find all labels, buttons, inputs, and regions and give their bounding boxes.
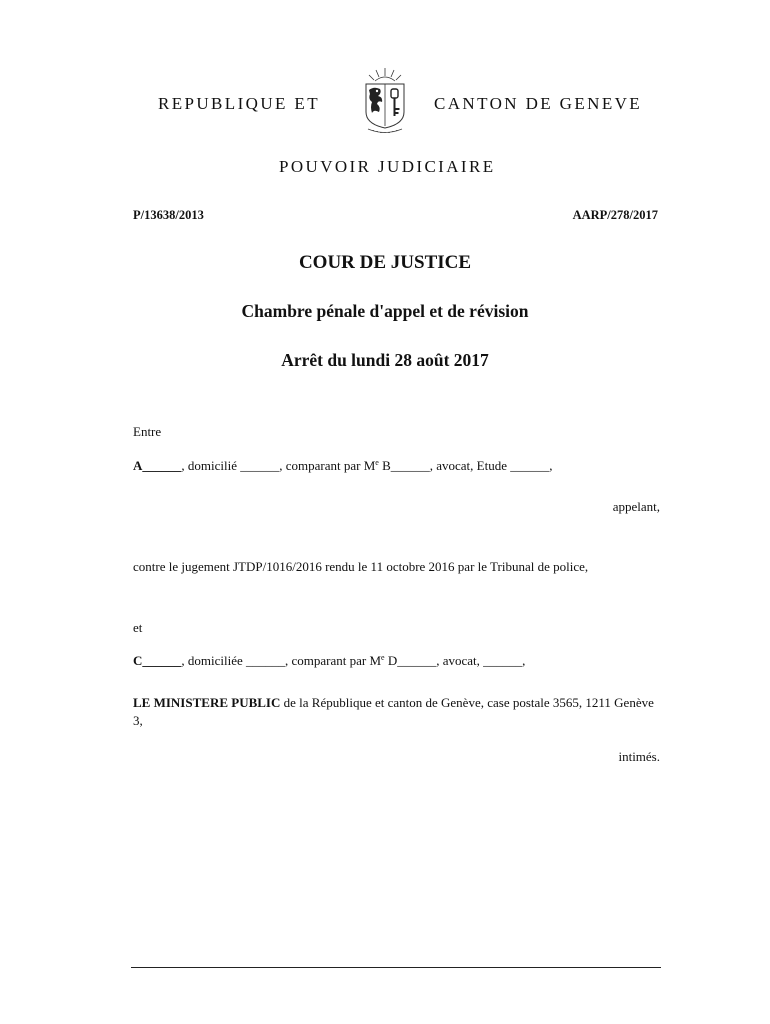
header-canton: CANTON DE GENEVE <box>434 94 643 113</box>
respondent-details: , domiciliée ______, comparant par M <box>181 653 382 668</box>
et-label: et <box>133 620 143 635</box>
ministere-public-name: LE MINISTERE PUBLIC <box>133 695 281 710</box>
entre-label: Entre <box>133 424 162 439</box>
ministere-public-address: de la République et canton de Genève, case postale 3565, 1211 Genève 3, <box>133 695 654 728</box>
case-reference: P/13638/2013 <box>133 208 204 222</box>
respondent-role: intimés. <box>618 749 660 764</box>
court-title: COUR DE JUSTICE <box>298 252 472 273</box>
appellant-lawyer: B______, avocat, Etude ______, <box>378 458 553 473</box>
appellant-me-sup: e <box>375 458 379 467</box>
geneva-crest-logo <box>358 66 412 136</box>
appellant-name: A______ <box>133 458 182 473</box>
appellant-line <box>133 457 553 475</box>
appellant-role: appelant, <box>612 499 660 514</box>
appellant-details: , domicilié ______, comparant par M <box>181 458 376 473</box>
respondent-lawyer: D______, avocat, ______, <box>384 653 526 668</box>
header-republique: REPUBLIQUE ET <box>158 94 320 113</box>
respondent-me-sup: e <box>381 653 385 662</box>
respondent-line <box>133 652 525 670</box>
footer-divider <box>131 967 661 968</box>
chamber-title: Chambre pénale d'appel et de révision <box>241 301 529 321</box>
header-pouvoir-judiciaire: POUVOIR JUDICIAIRE <box>279 157 496 176</box>
decision-date-title: Arrêt du lundi 28 août 2017 <box>281 350 489 370</box>
respondent-name: C______ <box>133 653 182 668</box>
ministere-public-line <box>133 694 663 730</box>
judgment-line: contre le jugement JTDP/1016/2016 rendu le 11 octobre 2016 par le Tribunal de police, <box>133 559 589 574</box>
decision-reference: AARP/278/2017 <box>572 208 658 222</box>
